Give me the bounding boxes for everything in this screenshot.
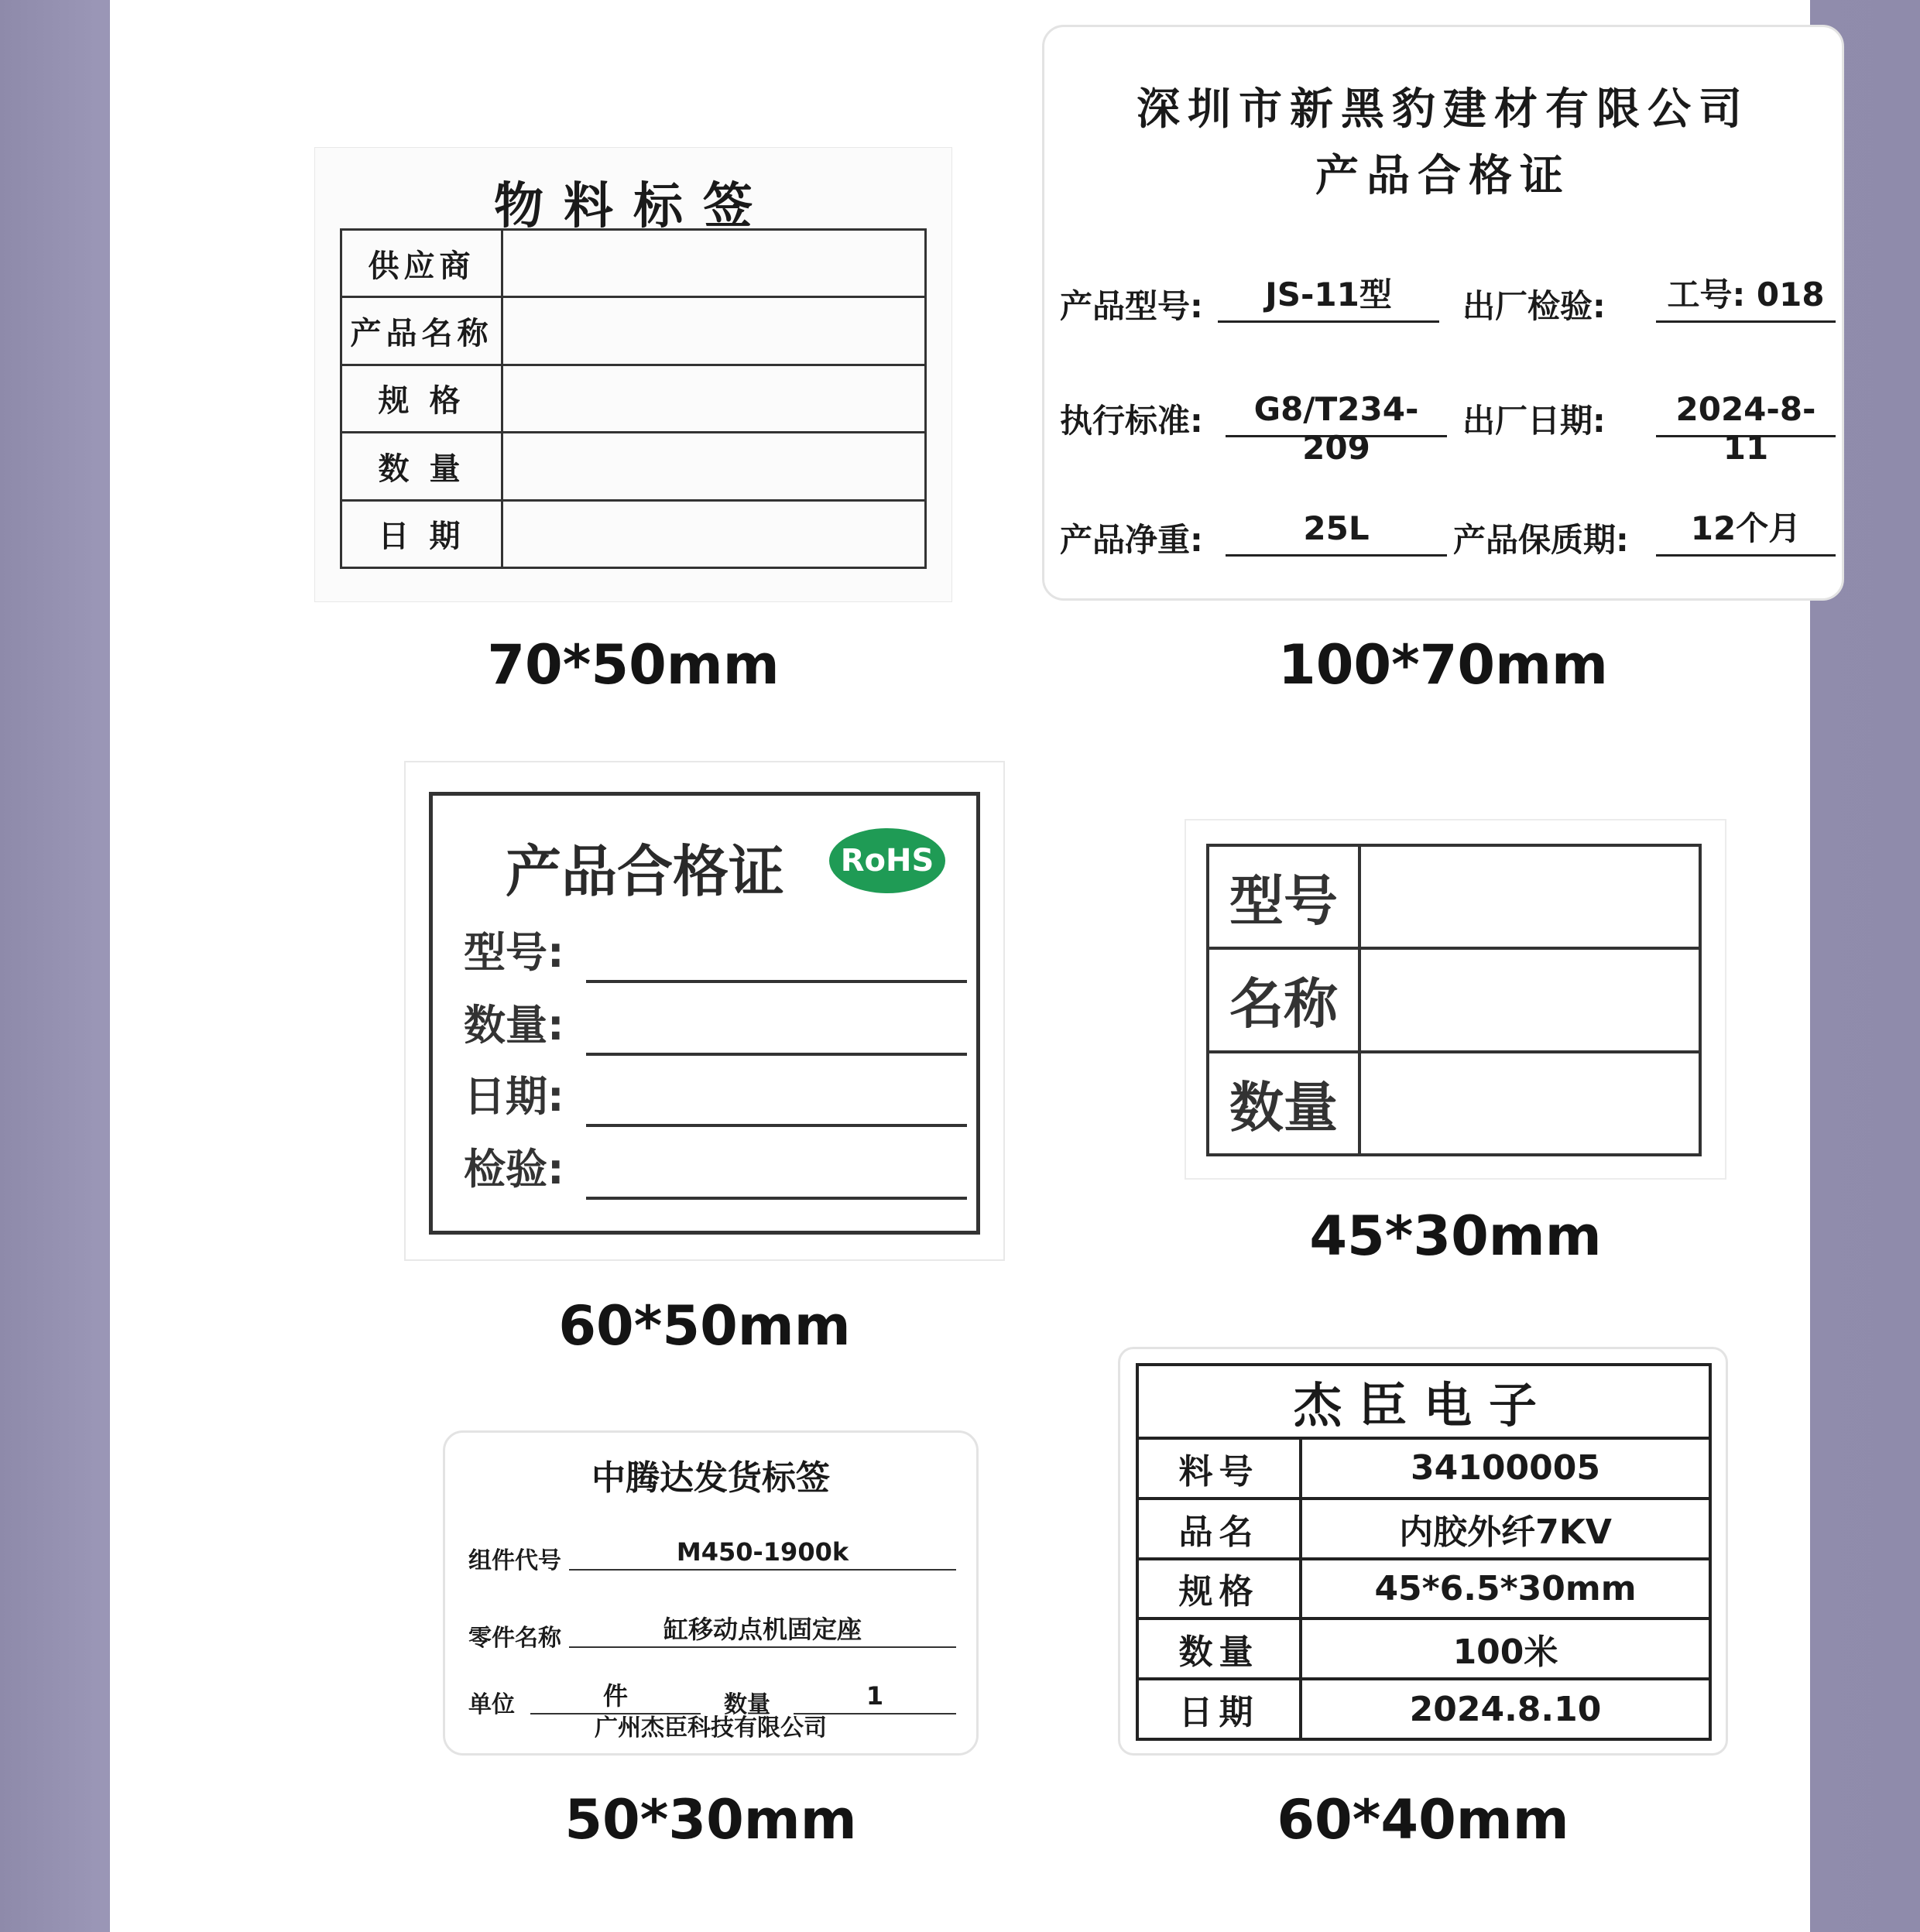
field-value: 缸移动点机固定座	[569, 1614, 956, 1648]
row-key: 品名	[1137, 1499, 1301, 1559]
field-label: 产品型号:	[1060, 287, 1203, 325]
size-caption: 100*70mm	[1277, 633, 1608, 697]
field-label: 型号:	[464, 928, 564, 977]
label-title: 中腾达发货标签	[591, 1458, 830, 1498]
row-value	[502, 230, 926, 297]
size-caption: 60*40mm	[1277, 1788, 1569, 1852]
field-value: 工号: 018	[1656, 276, 1836, 323]
row-value: 内胶外纤7KV	[1301, 1499, 1710, 1559]
label-title: 杰臣电子	[1137, 1365, 1710, 1438]
field-row	[1060, 273, 1834, 327]
field-line	[464, 1136, 967, 1206]
field-label: 检验:	[464, 1145, 564, 1194]
size-caption: 50*30mm	[564, 1788, 857, 1852]
row-value	[1359, 1052, 1700, 1155]
label-material-tag	[314, 147, 952, 602]
field-label: 单位	[468, 1691, 515, 1718]
company-name: 广州杰臣科技有限公司	[595, 1714, 827, 1742]
field-value: JS-11型	[1218, 276, 1439, 323]
row-value: 100米	[1301, 1619, 1710, 1679]
field-label: 产品保质期:	[1453, 521, 1629, 559]
field-label: 日期:	[464, 1072, 564, 1121]
label-frame	[429, 792, 980, 1235]
field-row	[468, 1536, 956, 1575]
label-certificate-rohs	[404, 761, 1005, 1261]
product-sheet	[110, 0, 1825, 1932]
field-row	[1060, 507, 1834, 561]
field-label: 执行标准:	[1060, 402, 1203, 440]
row-key: 数 量	[341, 433, 502, 500]
field-value: 12个月	[1656, 509, 1836, 557]
row-key: 日 期	[341, 500, 502, 567]
row-value	[502, 500, 926, 567]
field-value: 件	[530, 1680, 701, 1714]
label-table	[1136, 1363, 1712, 1741]
row-value: 2024.8.10	[1301, 1679, 1710, 1739]
label-certificate-large	[1042, 25, 1844, 601]
label-title: 产品合格证	[1315, 151, 1571, 201]
row-key: 供应商	[341, 230, 502, 297]
field-row	[1060, 388, 1834, 467]
row-value	[1359, 845, 1700, 948]
blank-underline	[586, 1197, 967, 1200]
field-label: 零件名称	[468, 1625, 561, 1652]
row-key: 规格	[1137, 1559, 1301, 1619]
field-value: M450-1900k	[569, 1536, 956, 1571]
size-caption: 60*50mm	[558, 1294, 851, 1358]
size-caption: 45*30mm	[1309, 1204, 1602, 1268]
field-label: 产品净重:	[1060, 521, 1203, 559]
row-value: 34100005	[1301, 1438, 1710, 1499]
rohs-badge: RoHS	[829, 828, 945, 893]
row-key: 数量	[1137, 1619, 1301, 1679]
label-table	[340, 228, 927, 569]
size-caption: 70*50mm	[487, 633, 780, 697]
field-line	[464, 992, 967, 1062]
row-key: 产品名称	[341, 297, 502, 365]
row-key: 型号	[1208, 845, 1359, 948]
field-line	[464, 920, 967, 989]
row-value: 45*6.5*30mm	[1301, 1559, 1710, 1619]
label-small-table	[1185, 819, 1726, 1180]
label-table	[1206, 844, 1702, 1156]
field-row	[468, 1614, 956, 1653]
company-name: 深圳市新黑豹建材有限公司	[1137, 84, 1750, 135]
row-value	[502, 365, 926, 432]
field-label: 出厂检验:	[1462, 287, 1606, 325]
label-title: 产品合格证	[506, 839, 785, 904]
row-value	[1359, 948, 1700, 1051]
label-shipping-tag	[443, 1430, 979, 1756]
field-label: 出厂日期:	[1462, 402, 1606, 440]
label-product-table	[1118, 1347, 1728, 1756]
row-key: 日期	[1137, 1679, 1301, 1739]
blank-underline	[586, 1053, 967, 1056]
row-key: 数量	[1208, 1052, 1359, 1155]
blank-underline	[586, 980, 967, 983]
row-key: 料号	[1137, 1438, 1301, 1499]
field-label: 数量:	[464, 1001, 564, 1050]
field-value: G8/T234-209	[1226, 390, 1447, 437]
row-value	[502, 297, 926, 365]
blank-underline	[586, 1124, 967, 1127]
label-title: 物料标签	[494, 177, 773, 235]
field-value: 2024-8-11	[1656, 390, 1836, 437]
field-value: 1	[794, 1680, 956, 1714]
field-label: 数量	[724, 1691, 770, 1718]
field-value: 25L	[1226, 509, 1447, 557]
field-label: 组件代号	[468, 1547, 561, 1574]
row-key: 规 格	[341, 365, 502, 432]
field-line	[464, 1064, 967, 1133]
row-value	[502, 433, 926, 500]
row-key: 名称	[1208, 948, 1359, 1051]
